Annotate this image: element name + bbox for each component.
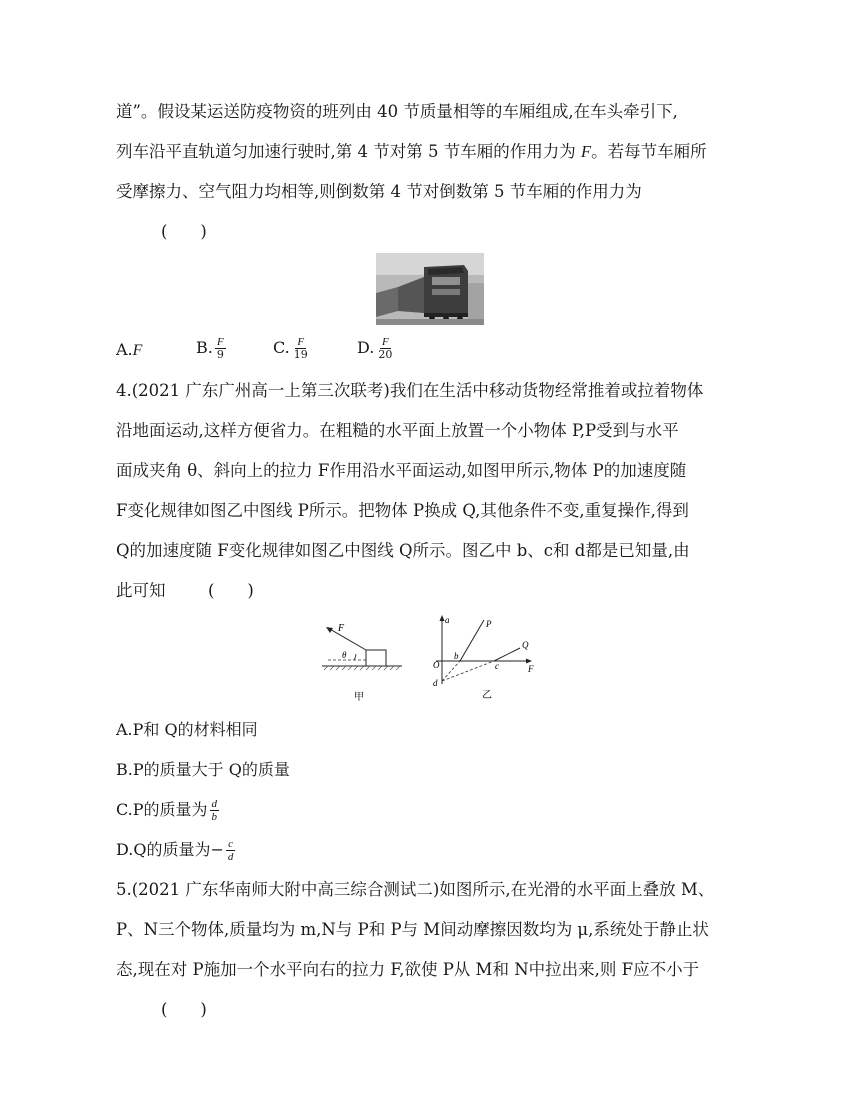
yi-a-label: a xyxy=(445,615,450,625)
q4-line-2: 沿地面运动,这样方便省力。在粗糙的水平面上放置一个小物体 P,P受到与水平 xyxy=(116,421,679,440)
q3-force-symbol: F xyxy=(580,142,592,161)
jia-force-line xyxy=(328,628,366,650)
jia-ground-hatching xyxy=(324,666,400,670)
q5-line-2: P、N三个物体,质量均为 m,N与 P和 P与 M间动摩擦因数均为 μ,系统处于静止状 xyxy=(116,920,709,939)
q4-line-6: 此可知 xyxy=(116,581,166,600)
q4-option-c-text: C.P的质量为 xyxy=(116,800,208,819)
figure-jia xyxy=(316,612,412,702)
q3-line-3: 受摩擦力、空气阻力均相等,则倒数第 4 节对倒数第 5 节车厢的作用力为 xyxy=(116,182,642,201)
q3-option-c[interactable] xyxy=(273,336,310,361)
figure-yi xyxy=(424,610,544,702)
q3-option-d-label: D. xyxy=(357,338,375,357)
q3-option-d-numerator: F xyxy=(381,336,389,348)
q3-option-b-denominator: 9 xyxy=(216,348,224,361)
yi-d-label: d xyxy=(433,678,438,688)
q3-option-c-numerator: F xyxy=(297,336,305,348)
q3-option-d-denominator: 20 xyxy=(378,348,393,361)
q4-option-c[interactable] xyxy=(116,798,219,823)
jia-block xyxy=(366,650,386,666)
q4-option-d-numerator: c xyxy=(228,838,234,850)
q3-line-2-b: 。若每节车厢所 xyxy=(591,142,707,161)
yi-line-p xyxy=(460,620,484,661)
yi-a-axis-arrowhead xyxy=(440,615,445,621)
yi-caption: 乙 xyxy=(482,690,492,701)
q3-option-a-value: F xyxy=(132,342,143,359)
train-photo-drawing xyxy=(376,253,484,325)
jia-force-label: F xyxy=(338,623,345,634)
jia-caption: 甲 xyxy=(354,692,364,702)
q5-line-3: 态,现在对 P施加一个水平向右的拉力 F,欲使 P从 M和 N中拉出来,则 F应不小于 xyxy=(116,960,700,979)
q4-option-d-text: D.Q的质量为− xyxy=(116,840,224,859)
yi-p-label: P xyxy=(486,619,492,629)
q5-line-1: 5.(2021 广东华南师大附中高三综合测试二)如图所示,在光滑的水平面上叠放 M、 xyxy=(116,880,715,899)
q4-option-a[interactable]: A.P和 Q的材料相同 xyxy=(116,720,258,739)
yi-origin-label: O xyxy=(433,660,440,670)
q3-line-1: 道”。假设某运送防疫物资的班列由 40 节质量相等的车厢组成,在车头牵引下, xyxy=(116,102,678,121)
q4-option-d[interactable] xyxy=(116,838,235,863)
q4-line-5: Q的加速度随 F变化规律如图乙中图线 Q所示。图乙中 b、c和 d都是已知量,由 xyxy=(116,541,690,560)
yi-line-p-dashed xyxy=(442,661,460,681)
q4-line-3: 面成夹角 θ、斜向上的拉力 F作用沿水平面运动,如图甲所示,物体 P的加速度随 xyxy=(116,461,687,480)
q4-line-1: 4.(2021 广东广州高一上第三次联考)我们在生活中移动货物经常推着或拉着物体 xyxy=(116,381,704,400)
yi-q-label: Q xyxy=(522,640,529,650)
q4-option-c-denominator: b xyxy=(211,811,218,823)
q3-option-b[interactable] xyxy=(196,336,226,361)
yi-f-axis-arrowhead xyxy=(526,659,532,664)
q3-line-2 xyxy=(116,142,707,162)
q3-option-d[interactable] xyxy=(357,336,394,361)
q4-line-4: F变化规律如图乙中图线 P所示。把物体 P换成 Q,其他条件不变,重复操作,得到 xyxy=(116,501,689,520)
q3-option-c-label: C. xyxy=(273,338,290,357)
q3-line-2-a: 列车沿平直轨道匀加速行驶时,第 4 节对第 5 节车厢的作用力为 xyxy=(116,142,581,161)
q3-option-a-label: A. xyxy=(116,340,133,359)
q5-answer-paren: ( ) xyxy=(161,1000,207,1019)
q4-option-d-denominator: d xyxy=(227,851,234,863)
q4-option-b[interactable]: B.P的质量大于 Q的质量 xyxy=(116,760,290,779)
q4-answer-paren: ( ) xyxy=(208,581,254,600)
jia-angle-arc xyxy=(354,654,356,660)
q3-option-c-denominator: 19 xyxy=(293,348,308,361)
q3-option-b-label: B. xyxy=(196,338,213,357)
q3-answer-paren: ( ) xyxy=(161,222,207,241)
yi-c-label: c xyxy=(495,661,499,671)
train-photo xyxy=(376,253,484,325)
q4-option-c-numerator: d xyxy=(211,798,218,810)
yi-f-label: F xyxy=(528,664,534,674)
q3-option-b-numerator: F xyxy=(216,336,224,348)
yi-line-q-dashed xyxy=(442,661,494,681)
jia-theta-label: θ xyxy=(342,650,347,660)
q3-option-a[interactable] xyxy=(116,340,142,361)
yi-line-q xyxy=(494,648,520,661)
yi-b-label: b xyxy=(454,651,459,661)
